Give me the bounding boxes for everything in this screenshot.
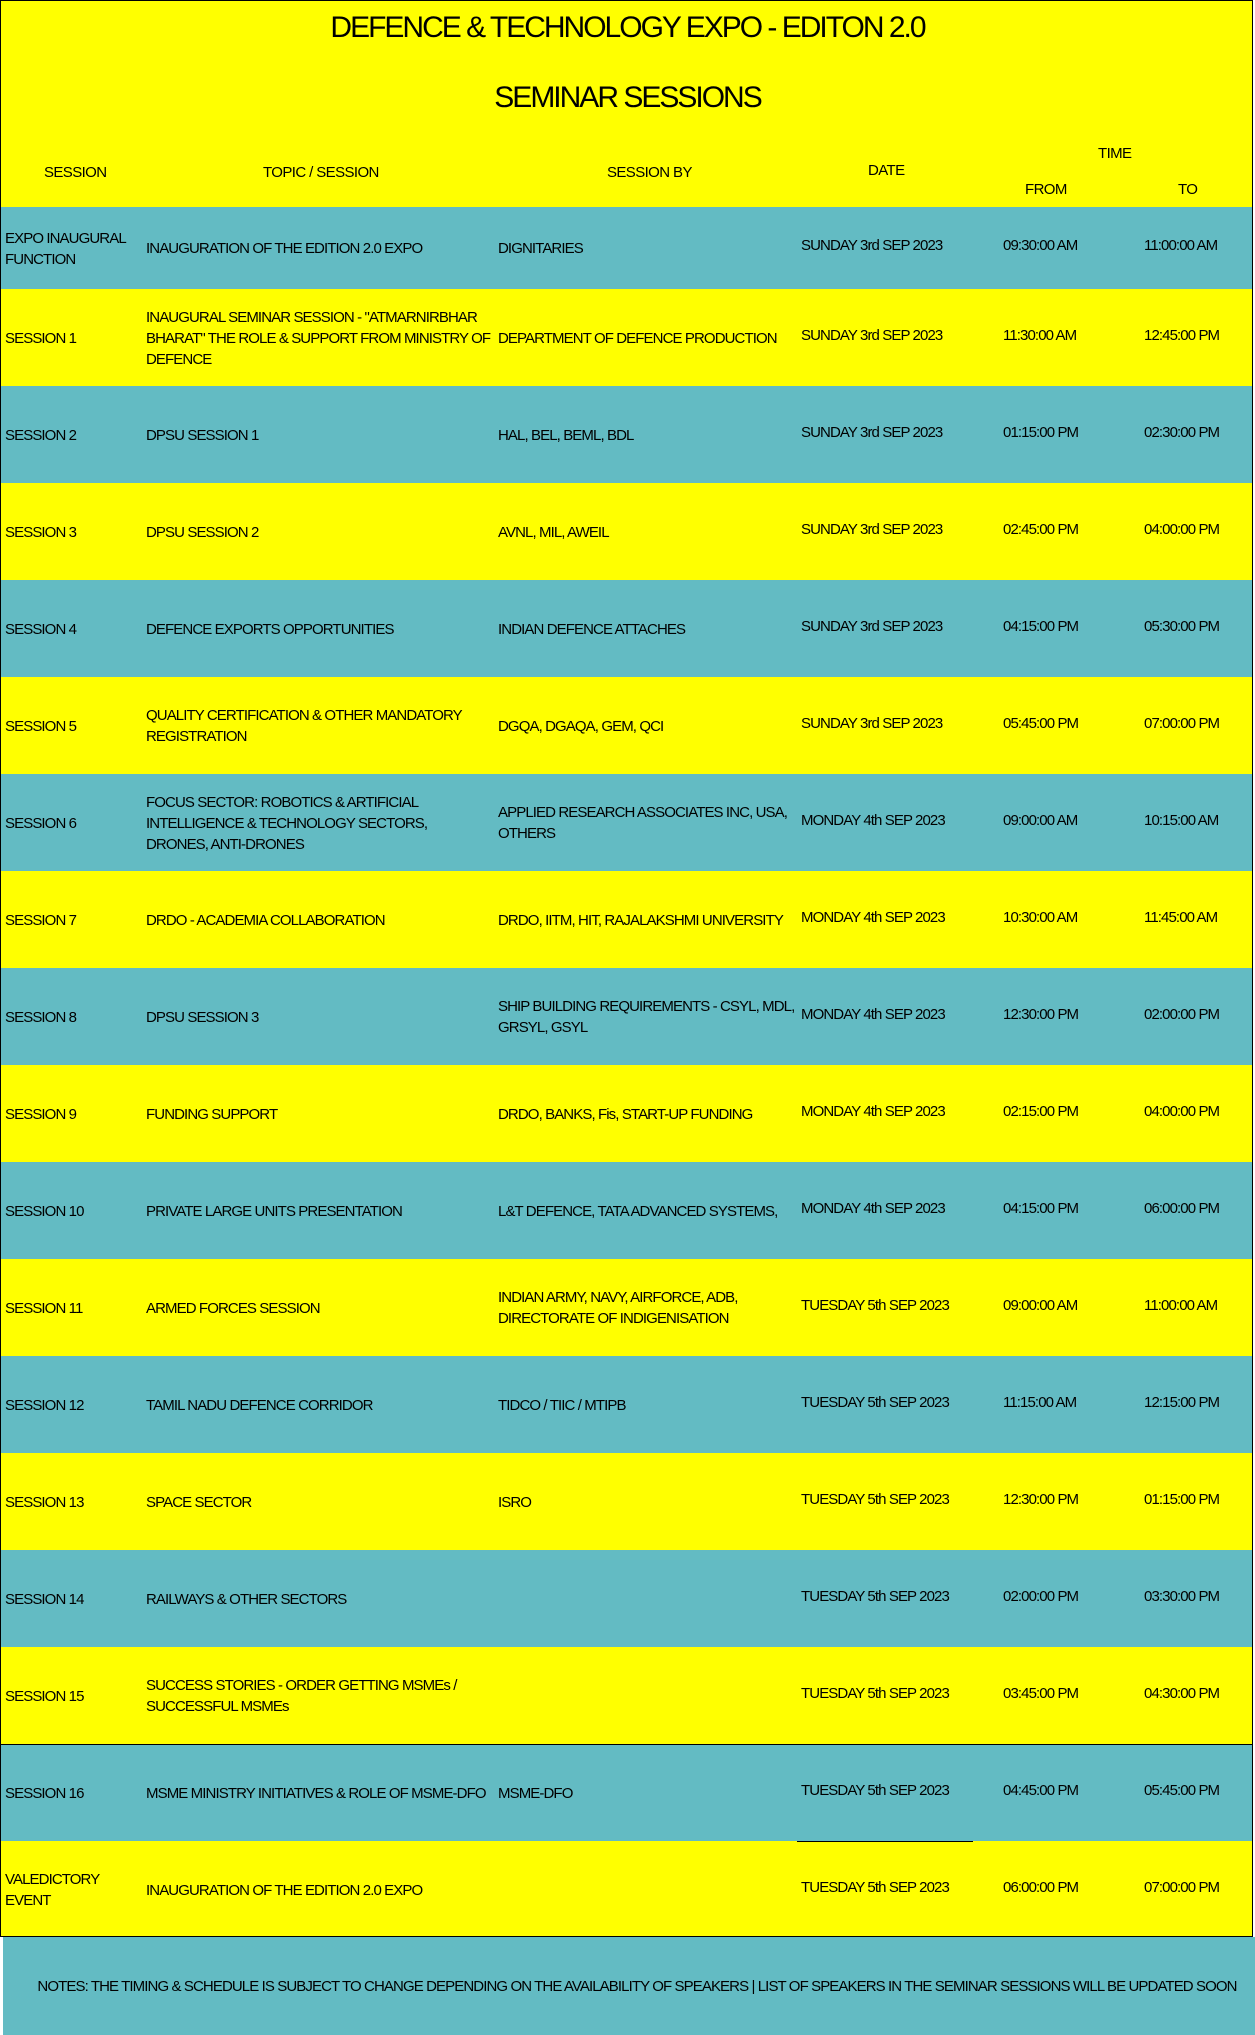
time-from-cell: 03:45:00 PM <box>1003 1684 1079 1702</box>
session-cell: SESSION 13 <box>5 1493 84 1511</box>
date-cell: SUNDAY 3rd SEP 2023 <box>801 714 943 732</box>
session-cell: SESSION 7 <box>5 911 77 929</box>
notes-banner: NOTES: THE TIMING & SCHEDULE IS SUBJECT TO CHANGE DEPENDING ON THE AVAILABILITY OF SPEAKERS | LIST OF SPEAKERS IN THE SEMINAR SESSIONS WILL BE UPDATED SOON <box>3 1937 1255 2035</box>
page-title: DEFENCE & TECHNOLOGY EXPO - EDITON 2.0 <box>330 11 925 44</box>
session-by-cell: DRDO, BANKS, Fis, START-UP FUNDING <box>498 1105 753 1123</box>
table-row <box>1 580 1253 677</box>
header-session: SESSION <box>44 164 107 181</box>
time-from-cell: 01:15:00 PM <box>1003 423 1079 441</box>
session-cell: EXPO INAUGURAL FUNCTION <box>5 229 126 268</box>
time-from-cell: 10:30:00 AM <box>1003 908 1078 926</box>
time-to-cell: 11:00:00 AM <box>1144 237 1218 254</box>
header-session-by: SESSION BY <box>607 164 692 181</box>
session-cell: SESSION 15 <box>5 1687 84 1705</box>
date-cell: TUESDAY 5th SEP 2023 <box>801 1393 949 1411</box>
date-cell: TUESDAY 5th SEP 2023 <box>801 1490 949 1508</box>
session-cell: SESSION 9 <box>5 1105 77 1123</box>
time-from-cell: 02:00:00 PM <box>1003 1587 1079 1605</box>
table-row <box>1 386 1253 483</box>
time-to-cell: 05:30:00 PM <box>1144 617 1220 635</box>
topic-cell: ARMED FORCES SESSION <box>146 1299 320 1317</box>
header-time: TIME <box>1098 145 1132 162</box>
session-cell: SESSION 4 <box>5 620 77 638</box>
date-cell: TUESDAY 5th SEP 2023 <box>801 1587 949 1605</box>
topic-cell: INAUGURATION OF THE EDITION 2.0 EXPO <box>146 240 423 257</box>
time-to-cell: 07:00:00 PM <box>1144 1878 1220 1896</box>
date-cell: MONDAY 4th SEP 2023 <box>801 1005 945 1023</box>
topic-cell: FUNDING SUPPORT <box>146 1105 278 1123</box>
table-row <box>1 774 1253 871</box>
session-by-cell: DEPARTMENT OF DEFENCE PRODUCTION <box>498 329 777 347</box>
table-row <box>1 1162 1253 1259</box>
topic-cell: DEFENCE EXPORTS OPPORTUNITIES <box>146 620 394 638</box>
session-by-cell: INDIAN ARMY, NAVY, AIRFORCE, ADB, DIRECTORATE OF INDIGENISATION <box>498 1289 738 1327</box>
session-by-cell <box>498 1648 798 1744</box>
session-cell: SESSION 1 <box>5 329 77 347</box>
time-from-cell: 05:45:00 PM <box>1003 714 1079 732</box>
session-cell: SESSION 8 <box>5 1008 77 1026</box>
header-from: FROM <box>1025 181 1067 198</box>
topic-cell: QUALITY CERTIFICATION & OTHER MANDATORY REGISTRATION <box>146 707 462 745</box>
table-row <box>1 1744 1253 1841</box>
session-by-cell <box>498 1842 798 1937</box>
time-to-cell: 04:30:00 PM <box>1144 1684 1220 1702</box>
header-to: TO <box>1178 181 1198 198</box>
time-to-cell: 02:00:00 PM <box>1144 1005 1220 1023</box>
date-cell: SUNDAY 3rd SEP 2023 <box>801 237 943 254</box>
date-cell: MONDAY 4th SEP 2023 <box>801 811 945 829</box>
time-from-cell: 02:45:00 PM <box>1003 520 1079 538</box>
time-to-cell: 10:15:00 AM <box>1144 811 1219 829</box>
topic-cell: PRIVATE LARGE UNITS PRESENTATION <box>146 1202 402 1220</box>
date-cell: SUNDAY 3rd SEP 2023 <box>801 617 943 635</box>
table-row <box>1 871 1253 968</box>
date-cell: TUESDAY 5th SEP 2023 <box>801 1878 949 1896</box>
time-from-cell: 12:30:00 PM <box>1003 1005 1079 1023</box>
time-from-cell: 04:15:00 PM <box>1003 1199 1079 1217</box>
table-row <box>1 1550 1253 1647</box>
time-to-cell: 06:00:00 PM <box>1144 1199 1220 1217</box>
table-row <box>1 1356 1253 1453</box>
table-row <box>1 1453 1253 1550</box>
session-by-cell: DGQA, DGAQA, GEM, QCI <box>498 717 664 735</box>
page-subtitle: SEMINAR SESSIONS <box>494 81 761 114</box>
session-cell: SESSION 14 <box>5 1590 84 1608</box>
time-from-cell: 09:30:00 AM <box>1003 237 1078 254</box>
topic-cell: DPSU SESSION 3 <box>146 1008 259 1026</box>
time-to-cell: 12:45:00 PM <box>1144 326 1220 344</box>
time-to-cell: 04:00:00 PM <box>1144 1102 1220 1120</box>
time-from-cell: 09:00:00 AM <box>1003 811 1078 829</box>
date-cell: TUESDAY 5th SEP 2023 <box>801 1781 949 1799</box>
session-by-cell: ISRO <box>498 1493 532 1511</box>
session-by-cell: SHIP BUILDING REQUIREMENTS - CSYL, MDL, GRSYL, GSYL <box>498 998 795 1036</box>
table-row <box>1 1647 1253 1744</box>
topic-cell: INAUGURATION OF THE EDITION 2.0 EXPO <box>146 1881 423 1899</box>
session-by-cell: AVNL, MIL, AWEIL <box>498 523 609 541</box>
session-cell: SESSION 16 <box>5 1784 84 1802</box>
table-row <box>1 968 1253 1065</box>
date-cell: TUESDAY 5th SEP 2023 <box>801 1684 949 1702</box>
time-from-cell: 04:45:00 PM <box>1003 1781 1079 1799</box>
date-cell: MONDAY 4th SEP 2023 <box>801 908 945 926</box>
date-cell-underline <box>797 1841 973 1842</box>
time-to-cell: 07:00:00 PM <box>1144 714 1220 732</box>
topic-cell: DRDO - ACADEMIA COLLABORATION <box>146 911 385 929</box>
session-by-cell: L&T DEFENCE, TATA ADVANCED SYSTEMS, <box>498 1202 778 1220</box>
session-by-cell: DIGNITARIES <box>498 240 583 257</box>
session-cell: SESSION 11 <box>5 1299 83 1317</box>
session-by-cell <box>498 1551 798 1647</box>
session-cell: SESSION 12 <box>5 1396 84 1414</box>
time-to-cell: 11:00:00 AM <box>1144 1296 1218 1314</box>
header-topic: TOPIC / SESSION <box>263 164 379 181</box>
time-from-cell: 11:15:00 AM <box>1003 1393 1077 1411</box>
time-to-cell: 12:15:00 PM <box>1144 1393 1220 1411</box>
header-date: DATE <box>868 162 905 179</box>
time-to-cell: 01:15:00 PM <box>1144 1490 1220 1508</box>
session-by-cell: HAL, BEL, BEML, BDL <box>498 426 634 444</box>
topic-cell: MSME MINISTRY INITIATIVES & ROLE OF MSME-DFO <box>146 1784 486 1802</box>
session-by-cell: MSME-DFO <box>498 1784 573 1802</box>
session-by-cell: DRDO, IITM, HIT, RAJALAKSHMI UNIVERSITY <box>498 911 783 929</box>
session-table <box>1 207 1253 1937</box>
time-to-cell: 04:00:00 PM <box>1144 520 1220 538</box>
time-from-cell: 11:30:00 AM <box>1003 326 1077 344</box>
session-cell: SESSION 5 <box>5 717 77 735</box>
topic-cell: DPSU SESSION 2 <box>146 523 259 541</box>
table-row <box>1 289 1253 386</box>
date-cell: SUNDAY 3rd SEP 2023 <box>801 423 943 441</box>
topic-cell: FOCUS SECTOR: ROBOTICS & ARTIFICIAL INTELLIGENCE & TECHNOLOGY SECTORS, DRONES, ANTI-DRONES <box>146 793 428 853</box>
time-from-cell: 06:00:00 PM <box>1003 1878 1079 1896</box>
session-by-cell: TIDCO / TIIC / MTIPB <box>498 1396 626 1414</box>
table-row <box>1 677 1253 774</box>
session-cell: SESSION 2 <box>5 426 77 444</box>
date-cell: SUNDAY 3rd SEP 2023 <box>801 326 943 344</box>
topic-cell: INAUGURAL SEMINAR SESSION - "ATMARNIRBHAR BHARAT" THE ROLE & SUPPORT FROM MINISTRY OF DEFENCE <box>146 308 491 368</box>
session-cell: SESSION 6 <box>5 814 77 832</box>
table-row <box>1 1259 1253 1356</box>
table-row <box>1 1065 1253 1162</box>
time-to-cell: 02:30:00 PM <box>1144 423 1220 441</box>
topic-cell: DPSU SESSION 1 <box>146 426 259 444</box>
table-row <box>1 1841 1253 1937</box>
date-cell: SUNDAY 3rd SEP 2023 <box>801 520 943 538</box>
session-cell: VALEDICTORY EVENT <box>5 1871 100 1909</box>
time-from-cell: 09:00:00 AM <box>1003 1296 1078 1314</box>
session-by-cell: INDIAN DEFENCE ATTACHES <box>498 620 686 638</box>
topic-cell: SPACE SECTOR <box>146 1493 252 1511</box>
date-cell: MONDAY 4th SEP 2023 <box>801 1199 945 1217</box>
date-cell: MONDAY 4th SEP 2023 <box>801 1102 945 1120</box>
time-to-cell: 11:45:00 AM <box>1144 908 1218 926</box>
table-row <box>1 207 1253 289</box>
session-by-cell: APPLIED RESEARCH ASSOCIATES INC, USA, OTHERS <box>498 804 788 842</box>
date-cell: TUESDAY 5th SEP 2023 <box>801 1296 949 1314</box>
topic-cell: SUCCESS STORIES - ORDER GETTING MSMEs / SUCCESSFUL MSMEs <box>146 1677 457 1715</box>
topic-cell: RAILWAYS & OTHER SECTORS <box>146 1590 347 1608</box>
session-cell: SESSION 3 <box>5 523 77 541</box>
time-from-cell: 12:30:00 PM <box>1003 1490 1079 1508</box>
time-from-cell: 04:15:00 PM <box>1003 617 1079 635</box>
time-to-cell: 05:45:00 PM <box>1144 1781 1220 1799</box>
time-from-cell: 02:15:00 PM <box>1003 1102 1079 1120</box>
topic-cell: TAMIL NADU DEFENCE CORRIDOR <box>146 1396 373 1414</box>
time-to-cell: 03:30:00 PM <box>1144 1587 1220 1605</box>
session-cell: SESSION 10 <box>5 1202 84 1220</box>
table-row <box>1 483 1253 580</box>
